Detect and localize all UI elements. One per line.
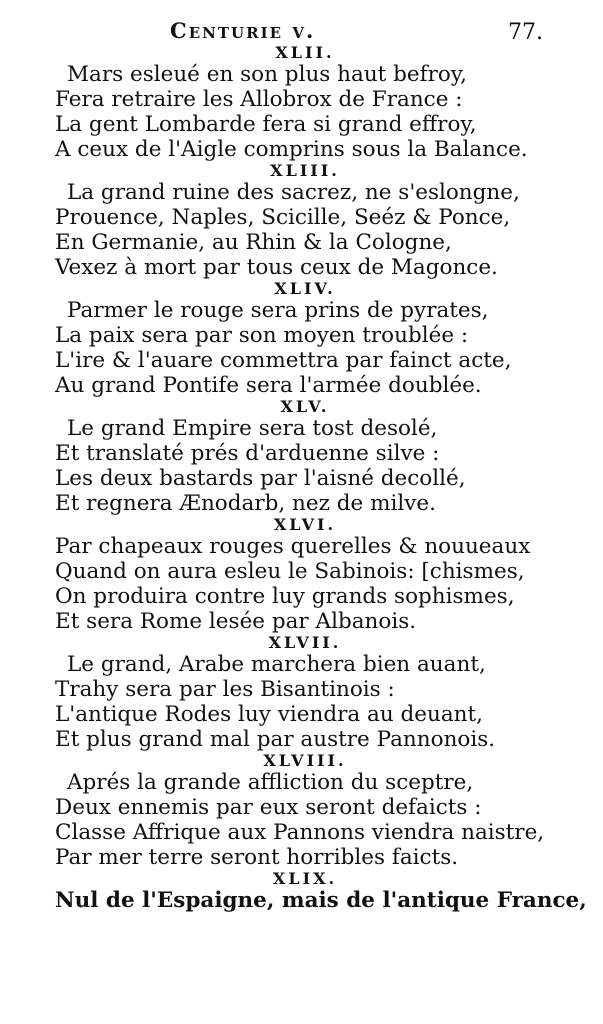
quatrain <box>55 162 555 280</box>
verse-line: Quand on aura esleu le Sabinois: [chismes, <box>55 559 525 584</box>
verse-line: Par mer terre seront horribles faicts. <box>55 845 459 870</box>
quatrain-number: XLVI. <box>273 515 337 534</box>
verse-line: Les deux bastards par l'aisné decollé, <box>55 466 466 491</box>
verse-line: Et plus grand mal par austre Pannonois. <box>55 727 496 752</box>
quatrain <box>55 634 555 752</box>
verse-line: Prouence, Naples, Scicille, Seéz & Ponce, <box>55 205 511 230</box>
verse-line: Nul de l'Espaigne, mais de l'antique France, <box>55 888 587 913</box>
quatrain-number: XLIII. <box>270 161 340 180</box>
verse-line: La paix sera par son moyen troublée : <box>55 323 469 348</box>
verse-line: On produira contre luy grands sophismes, <box>55 584 515 609</box>
verse-line: Le grand, Arabe marchera bien auant, <box>67 652 486 677</box>
quatrain-number: XLIV. <box>274 279 336 298</box>
verse-line: Deux ennemis par eux seront defaicts : <box>55 795 482 820</box>
quatrain-number: XLIX. <box>272 869 338 888</box>
verse-line: En Germanie, au Rhin & la Cologne, <box>55 230 452 255</box>
verse-line: Au grand Pontife sera l'armée doublée. <box>55 373 482 398</box>
quatrain <box>55 398 555 516</box>
verse-line: Mars esleué en son plus haut befroy, <box>67 62 467 87</box>
quatrain-number: XLVIII. <box>263 751 347 770</box>
verse-line: Le grand Empire sera tost desolé, <box>67 416 438 441</box>
verse-line: La gent Lombarde fera si grand effroy, <box>55 112 477 137</box>
verse-line: La grand ruine des sacrez, ne s'eslongne, <box>67 180 520 205</box>
verse-line: Parmer le rouge sera prins de pyrates, <box>67 298 489 323</box>
verse-line: Classe Affrique aux Pannons viendra naistre, <box>55 820 545 845</box>
quatrain <box>55 516 555 634</box>
quatrain <box>55 869 587 913</box>
verse-line: Aprés la grande affliction du sceptre, <box>67 770 474 795</box>
verse-line: Fera retraire les Allobrox de France : <box>55 87 463 112</box>
quatrains-body <box>55 43 587 913</box>
verse-line: L'antique Rodes luy viendra au deuant, <box>55 702 483 727</box>
verse-line: Vexez à mort par tous ceux de Magonce. <box>55 255 498 280</box>
verse-line: Et regnera Ænodarb, nez de milve. <box>55 491 436 516</box>
quatrain-number: XLVII. <box>268 633 342 652</box>
verse-line: Trahy sera par les Bisantinois : <box>55 677 395 702</box>
verse-line: Et translaté prés d'arduenne silve : <box>55 441 440 466</box>
verse-line: L'ire & l'auare commettra par fainct acte, <box>55 348 512 373</box>
quatrain-number: XLII. <box>275 43 335 62</box>
quatrain <box>55 280 555 398</box>
quatrain-number: XLV. <box>280 397 330 416</box>
quatrain <box>55 752 555 870</box>
verse-line: Par chapeaux rouges querelles & nouueaux <box>55 534 531 559</box>
verse-line: Et sera Rome lesée par Albanois. <box>55 609 417 634</box>
quatrain <box>55 44 555 162</box>
running-head: Centurie v. <box>170 18 316 43</box>
verse-line: A ceux de l'Aigle comprins sous la Balance. <box>55 137 528 162</box>
page-number: 77. <box>508 20 543 45</box>
